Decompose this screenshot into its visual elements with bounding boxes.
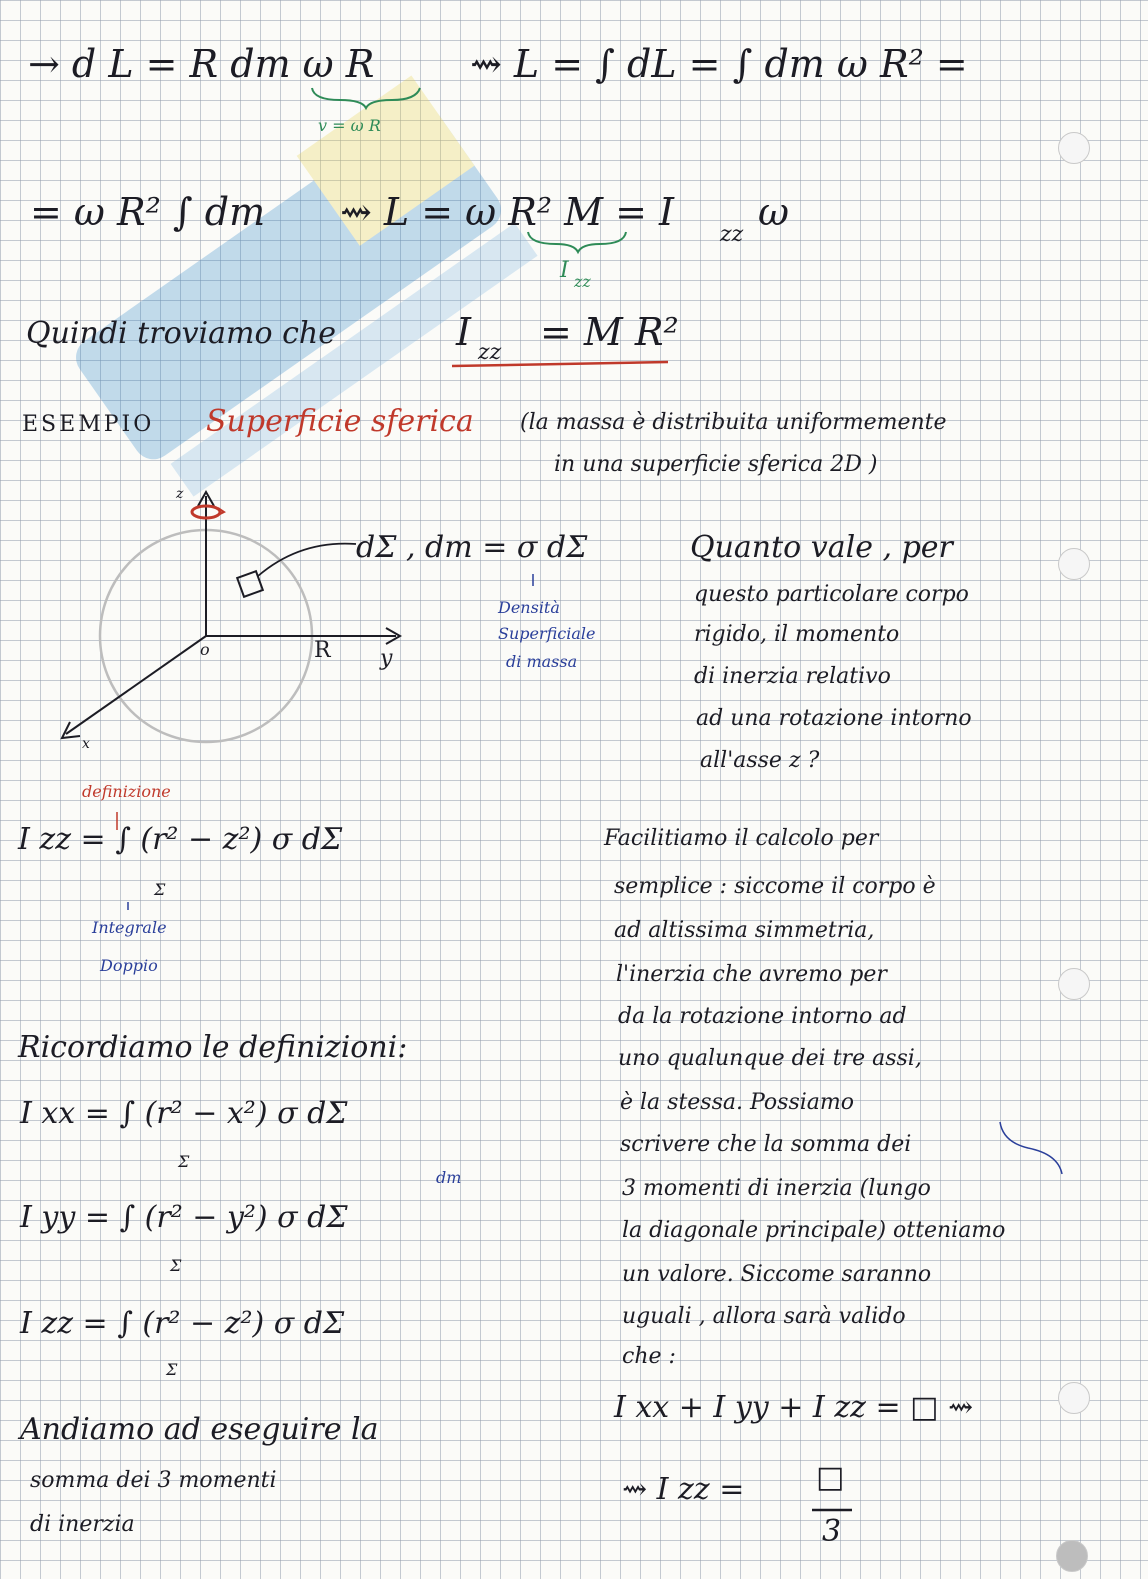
integral-note-1: Integrale (92, 918, 167, 937)
axis-z-label: z (176, 486, 184, 502)
andiamo-line-1: Andiamo ad eseguire la (20, 1412, 379, 1447)
para-line-8: scrivere che la somma dei (620, 1132, 912, 1157)
para-line-2: semplice : siccome il corpo è (614, 874, 936, 899)
para-line-6: uno qualunque dei tre assi, (618, 1046, 922, 1071)
density-note-3: di massa (506, 652, 578, 671)
result-numerator: □ (816, 1460, 845, 1495)
iyy-formula: I yy = ∫ (r² − y²) σ dΣ (20, 1200, 348, 1235)
para-line-10: la diagonale principale) otteniamo (622, 1218, 1006, 1243)
esempio-note-1: (la massa è distribuita uniformemente (520, 410, 947, 435)
result-denominator: 3 (822, 1514, 842, 1549)
density-note-2: Superficiale (498, 624, 596, 643)
iyy-domain: Σ (170, 1256, 182, 1275)
para-line-1: Facilitiamo il calcolo per (604, 826, 879, 851)
para-line-13: che : (622, 1344, 676, 1369)
izz-definition: I zz = ∫ (r² − z²) σ dΣ (18, 822, 343, 857)
question-line-5: ad una rotazione intorno (696, 706, 972, 731)
density-note-1: Densità (498, 598, 560, 617)
result-lhs: ⇝ I zz = (622, 1472, 745, 1507)
line2-left: = ω R² ∫ dm (30, 190, 266, 234)
para-line-4: l'inerzia che avremo per (616, 962, 887, 987)
ixx-domain: Σ (178, 1152, 190, 1171)
line2-omega: ω (758, 190, 789, 234)
esempio-note-2: in una superficie sferica 2D ) (554, 452, 878, 477)
para-line-9: 3 momenti di inerzia (lungo (622, 1176, 931, 1201)
para-line-11: un valore. Siccome saranno (622, 1262, 932, 1287)
izz-domain: Σ (166, 1360, 178, 1379)
line1-left: → d L = R dm ω R (28, 42, 375, 86)
line3-sub: zz (478, 340, 502, 365)
axis-x-label: x (82, 736, 90, 752)
line3-text: Quindi troviamo che (26, 316, 336, 351)
para-line-12: uguali , allora sarà valido (622, 1304, 906, 1329)
para-line-7: è la stessa. Possiamo (620, 1090, 854, 1115)
origin-label: o (200, 640, 210, 659)
integral-note-2: Doppio (100, 956, 158, 975)
para-line-5: da la rotazione intorno ad (618, 1004, 907, 1029)
line1-underbrace-label: v = ω R (318, 116, 381, 135)
line2-right: ⇝ L = ω R² M = I (340, 190, 675, 234)
question-line-4: di inerzia relativo (694, 664, 891, 689)
axis-y-label: y (380, 646, 393, 671)
izz-formula: I zz = ∫ (r² − z²) σ dΣ (20, 1306, 345, 1341)
line3-formula: I (456, 310, 472, 354)
ixx-formula: I xx = ∫ (r² − x²) σ dΣ (20, 1096, 348, 1131)
andiamo-line-3: di inerzia (30, 1512, 135, 1537)
dm-note: dm (436, 1168, 462, 1187)
question-line-1: Quanto vale , per (690, 530, 953, 565)
ricordiamo-heading: Ricordiamo le definizioni: (18, 1030, 408, 1065)
esempio-title: Superficie sferica (206, 404, 474, 439)
surface-element-formula: dΣ , dm = σ dΣ (356, 530, 588, 565)
question-line-6: all'asse z ? (700, 748, 820, 773)
sum-formula: I xx + I yy + I zz = □ ⇝ (614, 1390, 974, 1425)
line3-rhs: = M R² (540, 310, 679, 354)
izz-definition-domain: Σ (154, 880, 166, 899)
line2-underbrace-label: I (560, 258, 569, 283)
question-line-2: questo particolare corpo (694, 582, 969, 607)
radius-label: R (314, 638, 331, 663)
line1-right: ⇝ L = ∫ dL = ∫ dm ω R² = (470, 42, 968, 86)
para-line-3: ad altissima simmetria, (614, 918, 875, 943)
question-line-3: rigido, il momento (694, 622, 900, 647)
andiamo-line-2: somma dei 3 momenti (30, 1468, 277, 1493)
line2-underbrace-sub: zz (574, 272, 591, 291)
line2-sub: zz (720, 222, 744, 247)
definizione-note: definizione (82, 782, 171, 801)
esempio-label: ESEMPIO (22, 412, 155, 437)
